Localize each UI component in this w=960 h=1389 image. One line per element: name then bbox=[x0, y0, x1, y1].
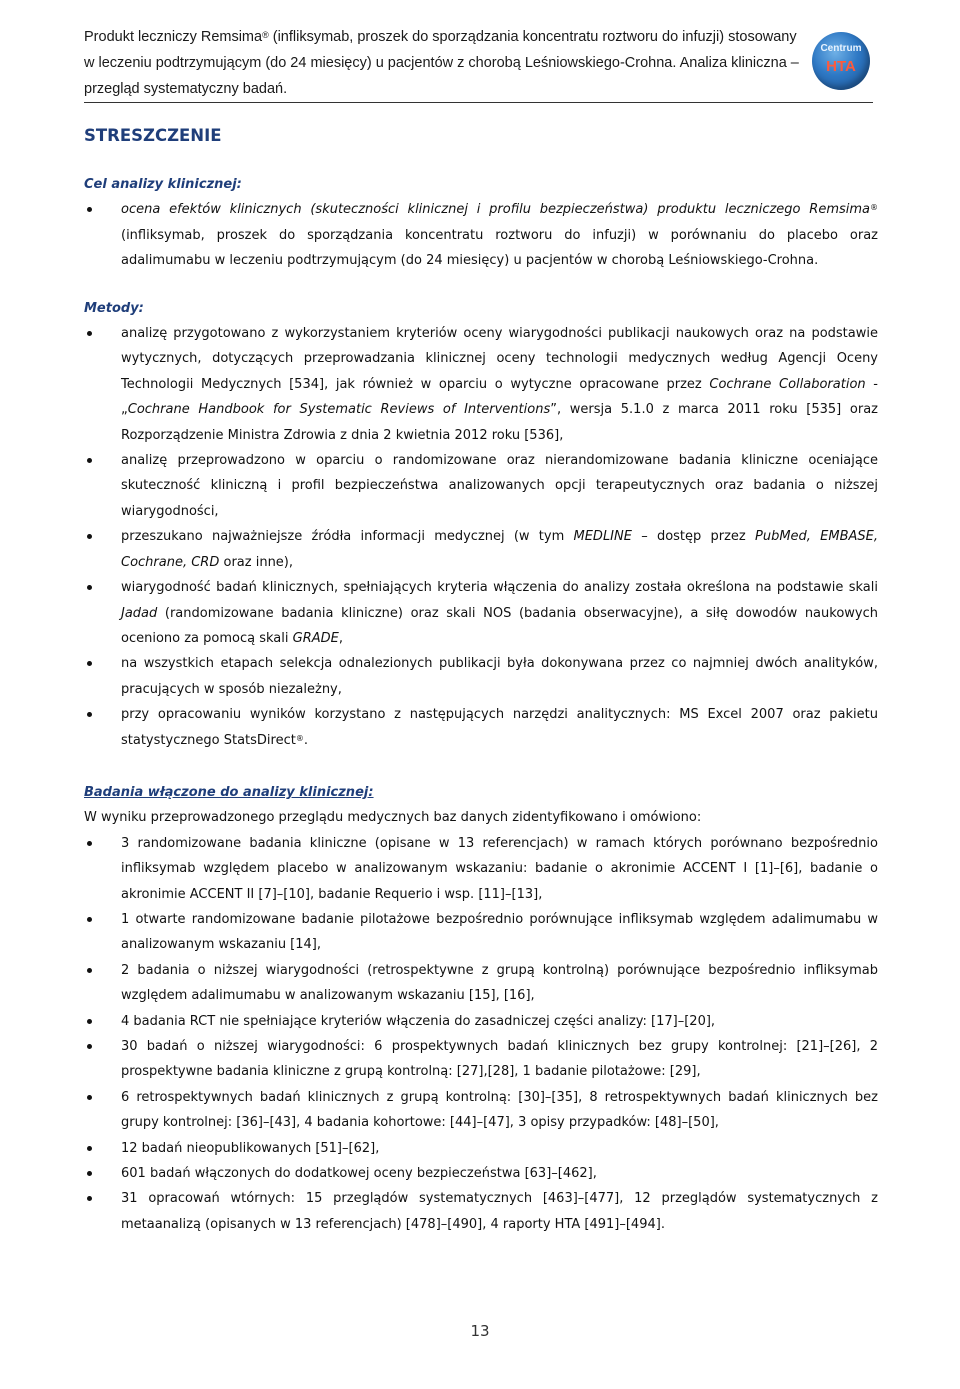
cel-text: ocena efektów klinicznych (skuteczności klinicznej i profilu bezpieczeństwa) produktu leczniczego Remsima bbox=[121, 202, 870, 218]
list-item: na wszystkich etapach selekcja odnalezionych publikacji była dokonywana przez co najmniej dwóch analityków, pracujących w sposób niezależny, bbox=[84, 651, 878, 702]
header-text: Produkt leczniczy Remsima bbox=[84, 29, 263, 45]
list-item: 3 randomizowane badania kliniczne (opisane w 13 referencjach) w ramach których porównano bezpośrednio infliksymab względem placebo w analizowanym wskazaniu: badanie o akronimie ACCENT I [1]–[6], badanie o akronimie ACCENT II [7]–[10], badanie Requerio i wsp. [11]–[13], bbox=[84, 831, 878, 907]
registered-mark: ® bbox=[870, 203, 878, 213]
list-item: 4 badania RCT nie spełniające kryteriów włączenia do zasadniczej części analizy: [17]–[20], bbox=[84, 1009, 878, 1034]
italic-text: Jadad bbox=[121, 605, 158, 621]
text: wiarygodność badań klinicznych, spełniających kryteria włączenia do analizy została określona na podstawie skali bbox=[121, 580, 878, 596]
registered-mark: ® bbox=[295, 733, 304, 743]
registered-mark: ® bbox=[262, 30, 269, 40]
text: (randomizowane badania kliniczne) oraz skali NOS (badania obserwacyjne), a siłę dowodów naukowych oceniono za pomocą skali bbox=[121, 605, 878, 646]
list-item: 30 badań o niższej wiarygodności: 6 prospektywnych badań klinicznych bez grupy kontrolnej: [21]–[26], 2 prospektywne badania kliniczne z grupą kontrolną: [27],[28], 1 badanie pilotażowe: [29], bbox=[84, 1034, 878, 1085]
text: oraz inne), bbox=[219, 554, 294, 570]
list-item: 2 badania o niższej wiarygodności (retrospektywne z grupą kontrolną) porównujące bezpośrednio infliksymab względem adalimumabu w analizowanym wskazaniu [15], [16], bbox=[84, 958, 878, 1009]
document-body bbox=[84, 122, 878, 1237]
centrum-hta-logo bbox=[812, 32, 870, 90]
header-divider bbox=[84, 102, 873, 103]
italic-text: MEDLINE bbox=[573, 529, 632, 545]
list-item bbox=[84, 197, 878, 273]
list-item bbox=[84, 524, 878, 575]
italic-text: PubMed, EMBASE, Cochrane, CRD bbox=[121, 529, 878, 570]
section-heading-badania: Badania włączone do analizy klinicznej: bbox=[84, 784, 374, 800]
metody-list bbox=[84, 321, 878, 753]
text: analizę przygotowano z wykorzystaniem kryteriów oceny wiarygodności publikacji naukowych oraz na podstawie wytycznych, dotyczących przeprowadzania klinicznej oceny technologii medycznych według Agencji Oceny Technologii Medycznych [534], jak również w oparciu o wytyczne opracowane przez bbox=[121, 326, 878, 392]
logo-text-hta: HTA bbox=[826, 58, 856, 75]
logo-text-centrum: Centrum bbox=[820, 43, 862, 54]
list-item bbox=[84, 575, 878, 651]
italic-text: GRADE bbox=[292, 630, 339, 646]
text: – dostęp przez bbox=[631, 529, 755, 545]
list-item: 31 opracowań wtórnych: 15 przeglądów systematycznych [463]–[477], 12 przeglądów systematycznych z metaanalizą (opisanych w 13 referencjach) [478]–[490], 4 raporty HTA [491]–[494]. bbox=[84, 1186, 878, 1237]
running-header bbox=[84, 24, 804, 102]
page-title: STRESZCZENIE bbox=[84, 126, 222, 145]
section-heading-cel: Cel analizy klinicznej: bbox=[84, 177, 242, 192]
list-item bbox=[84, 702, 878, 753]
list-item: 601 badań włączonych do dodatkowej oceny bezpieczeństwa [63]–[462], bbox=[84, 1161, 878, 1186]
text: przy opracowaniu wyników korzystano z następujących narzędzi analitycznych: MS Excel 2007 oraz pakietu statystycznego StatsDirect bbox=[121, 707, 878, 748]
list-item: 6 retrospektywnych badań klinicznych z grupą kontrolną: [30]–[35], 8 retrospektywnych badań klinicznych bez grupy kontrolnej: [36]–[43], 4 badania kohortowe: [44]–[47], 3 opisy przypadków: [48]–[50], bbox=[84, 1085, 878, 1136]
badania-list bbox=[84, 831, 878, 1238]
text: ”, wersja 5.1.0 z marca 2011 roku [535] oraz Rozporządzenie Ministra Zdrowia z dnia 2 kwietnia 2012 roku [536], bbox=[121, 402, 879, 443]
list-item: 1 otwarte randomizowane badanie pilotażowe bezpośrednio porównujące infliksymab względem adalimumabu w analizowanym wskazaniu [14], bbox=[84, 907, 878, 958]
header-text-cont: (infliksymab, proszek do sporządzania koncentratu roztworu do infuzji) stosowany w leczeniu podtrzymującym (do 24 miesięcy) u pacjentów z chorobą Leśniowskiego-Crohna. Analiza kliniczna – przegląd systematyczny badań. bbox=[84, 29, 799, 97]
cel-text-cont: (infliksymab, proszek do sporządzania koncentratu roztworu do infuzji) w porównaniu do placebo oraz adalimumabu w leczeniu podtrzymującym (do 24 miesięcy) u pacjentów w chorobą Leśniowskiego-Crohna. bbox=[121, 227, 878, 269]
badania-intro: W wyniku przeprowadzonego przeglądu medycznych baz danych zidentyfikowano i omówiono: bbox=[84, 810, 702, 826]
italic-text: Cochrane Collaboration bbox=[709, 376, 866, 392]
text: - „ bbox=[121, 376, 878, 418]
list-item bbox=[84, 321, 878, 448]
page-number: 13 bbox=[470, 1322, 490, 1340]
cel-list bbox=[84, 197, 878, 273]
text: przeszukano najważniejsze źródła informacji medycznej (w tym bbox=[121, 529, 574, 545]
italic-text: Cochrane Handbook for Systematic Reviews of Interventions bbox=[127, 402, 551, 418]
text: , bbox=[338, 630, 343, 646]
text: . bbox=[303, 732, 308, 748]
list-item: 12 badań nieopublikowanych [51]–[62], bbox=[84, 1136, 878, 1161]
section-heading-metody: Metody: bbox=[84, 300, 144, 316]
list-item: analizę przeprowadzono w oparciu o randomizowane oraz nierandomizowane badania kliniczne oceniające skuteczność kliniczną i profil bezpieczeństwa analizowanych opcji terapeutycznych oraz badania o niższej wiarygodności, bbox=[84, 448, 878, 524]
